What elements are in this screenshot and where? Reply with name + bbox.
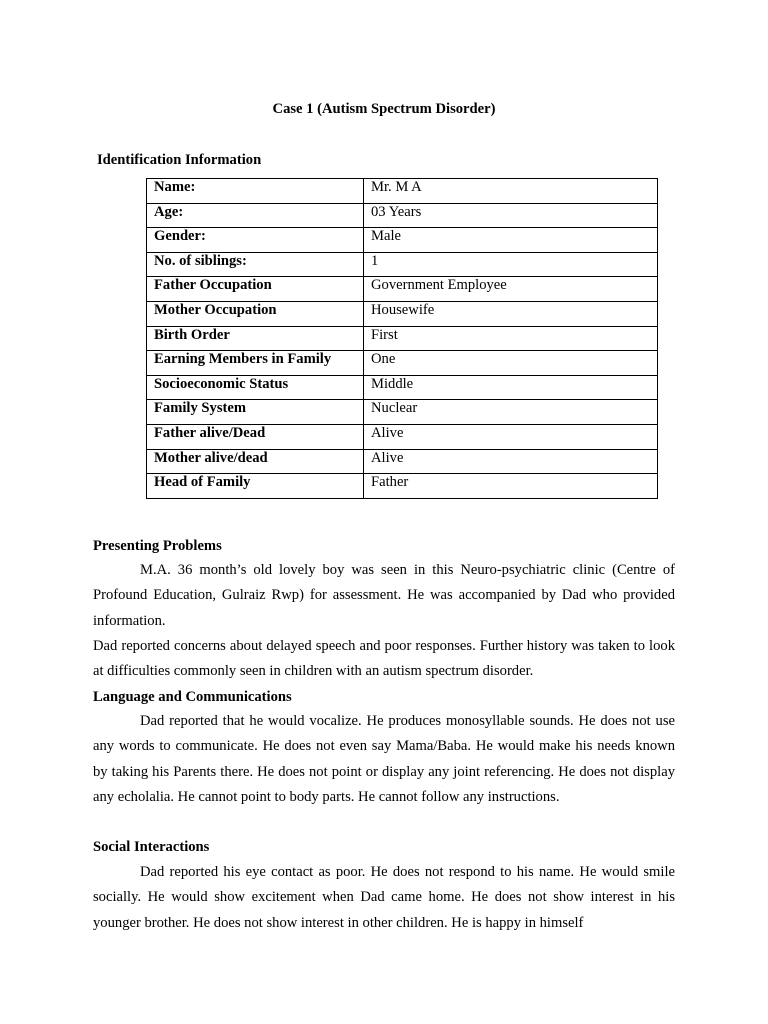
field-label: Head of Family	[147, 474, 364, 499]
table-row	[147, 203, 658, 228]
language-communications-heading: Language and Communications	[93, 689, 292, 705]
field-value: Mr. M A	[364, 179, 658, 204]
table-row	[147, 400, 658, 425]
field-value: Alive	[364, 424, 658, 449]
table-row	[147, 449, 658, 474]
field-value: 03 Years	[364, 203, 658, 228]
field-label: Father Occupation	[147, 277, 364, 302]
field-value: Middle	[364, 375, 658, 400]
table-row	[147, 228, 658, 253]
table-row	[147, 301, 658, 326]
field-value: Government Employee	[364, 277, 658, 302]
field-label: No. of siblings:	[147, 252, 364, 277]
presenting-problems-heading: Presenting Problems	[93, 538, 222, 554]
field-value: Nuclear	[364, 400, 658, 425]
field-value: Male	[364, 228, 658, 253]
table-row	[147, 179, 658, 204]
social-interactions-paragraph: Dad reported his eye contact as poor. He does not respond to his name. He would smile socially. He would show excitement when Dad came home. He does not show interest in his younger brother. He does not show interest in other children. He is happy in himself	[93, 864, 675, 931]
field-label: Family System	[147, 400, 364, 425]
field-value: First	[364, 326, 658, 351]
field-value: Father	[364, 474, 658, 499]
field-label: Age:	[147, 203, 364, 228]
field-label: Mother alive/dead	[147, 449, 364, 474]
field-label: Socioeconomic Status	[147, 375, 364, 400]
table-row	[147, 375, 658, 400]
identification-table	[146, 178, 658, 499]
field-value: One	[364, 351, 658, 376]
table-row	[147, 474, 658, 499]
field-label: Father alive/Dead	[147, 424, 364, 449]
language-communications-paragraph: Dad reported that he would vocalize. He produces monosyllable sounds. He does not use any words to communicate. He does not even say Mama/Baba. He would make his needs known by taking his Parents there. He does not point or display any joint referencing. He does not display any echolalia. He cannot point to body parts. He cannot follow any instructions.	[93, 713, 675, 805]
field-label: Name:	[147, 179, 364, 204]
field-value: Alive	[364, 449, 658, 474]
table-row	[147, 277, 658, 302]
presenting-problems-paragraph-1: M.A. 36 month’s old lovely boy was seen in this Neuro-psychiatric clinic (Centre of Profound Education, Gulraiz Rwp) for assessment. He was accompanied by Dad who provided information.	[93, 562, 675, 629]
identification-heading: Identification Information	[97, 152, 262, 168]
field-label: Mother Occupation	[147, 301, 364, 326]
table-row	[147, 424, 658, 449]
table-row	[147, 351, 658, 376]
field-label: Gender:	[147, 228, 364, 253]
table-row	[147, 326, 658, 351]
document-title: Case 1 (Autism Spectrum Disorder)	[272, 101, 496, 117]
presenting-problems-paragraph-2: Dad reported concerns about delayed speech and poor responses. Further history was taken to look at difficulties commonly seen in children with an autism spectrum disorder.	[93, 638, 675, 680]
field-label: Earning Members in Family	[147, 351, 364, 376]
field-value: Housewife	[364, 301, 658, 326]
social-interactions-heading: Social Interactions	[93, 839, 210, 855]
field-label: Birth Order	[147, 326, 364, 351]
field-value: 1	[364, 252, 658, 277]
table-row	[147, 252, 658, 277]
